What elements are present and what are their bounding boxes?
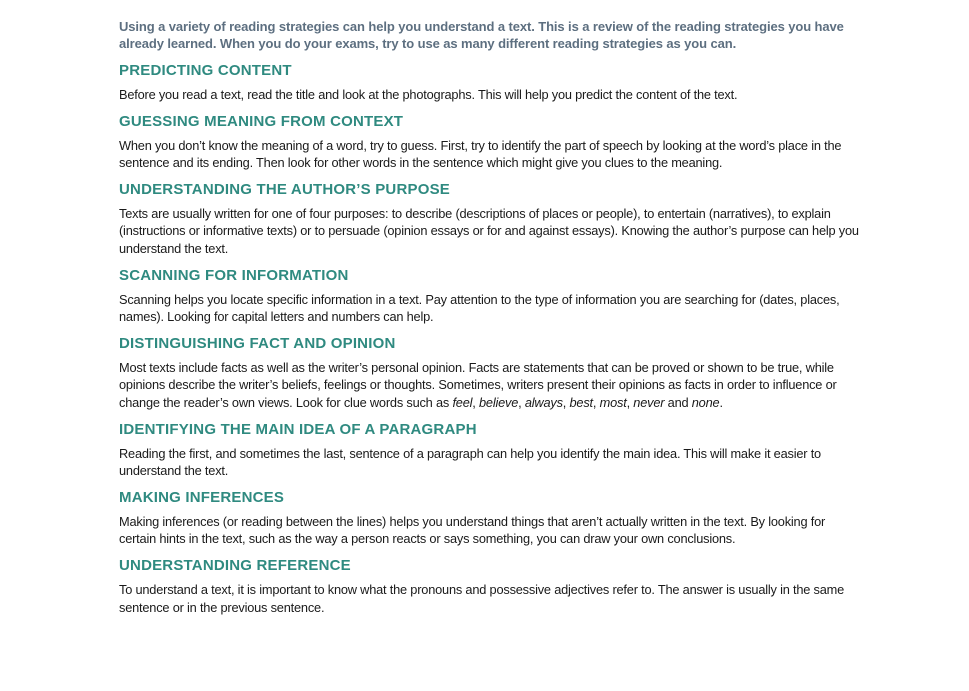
- separator: and: [664, 394, 692, 410]
- section-body: Scanning helps you locate specific information in a text. Pay attention to the type of information you are searching for (dates, places, names). Looking for capital letters and numbers can help.: [119, 291, 840, 325]
- section-authors-purpose: [119, 181, 864, 258]
- separator: ,: [472, 394, 479, 410]
- section-heading: DISTINGUISHING FACT AND OPINION: [119, 334, 396, 352]
- section-heading: UNDERSTANDING REFERENCE: [119, 556, 351, 574]
- section-scanning: [119, 267, 864, 326]
- separator: ,: [592, 394, 600, 410]
- section-heading: PREDICTING CONTENT: [119, 62, 292, 79]
- section-body: Texts are usually written for one of four purposes: to describe (descriptions of places or people), to entertain (narratives), to explain (instructions or informative texts) or to persuade (opinion essays or for and against essays). Knowing the author’s purpose can help you understand the text.: [119, 205, 859, 256]
- intro-paragraph: Using a variety of reading strategies can help you understand a text. This is a review of the reading strategies you have already learned. When you do your exams, try to use as many different reading strategies as you can.: [119, 19, 844, 51]
- section-body: Making inferences (or reading between the lines) helps you understand things that aren’t actually written in the text. By looking for certain hints in the text, such as the way a person reacts or says something, you can draw your own conclusions.: [119, 513, 826, 547]
- reading-strategies-page: [119, 18, 864, 625]
- clue-word: feel: [452, 394, 473, 410]
- section-body: [119, 359, 864, 412]
- section-inferences: [119, 489, 864, 548]
- section-body: Reading the first, and sometimes the last, sentence of a paragraph can help you identify the main idea. This will make it easier to understand the text.: [119, 445, 821, 479]
- clue-word: never: [633, 394, 665, 410]
- section-body: Before you read a text, read the title and look at the photographs. This will help you predict the content of the text.: [119, 87, 738, 102]
- section-heading: GUESSING MEANING FROM CONTEXT: [119, 112, 404, 130]
- clue-word: believe: [479, 394, 519, 410]
- section-guessing-meaning: [119, 113, 864, 172]
- section-main-idea: [119, 421, 864, 480]
- section-heading: IDENTIFYING THE MAIN IDEA OF A PARAGRAPH: [119, 420, 477, 438]
- clue-word: most: [599, 394, 627, 410]
- section-heading: SCANNING FOR INFORMATION: [119, 266, 349, 284]
- clue-word: none: [691, 394, 720, 410]
- separator: ,: [626, 394, 634, 410]
- section-fact-opinion: [119, 335, 864, 412]
- section-heading: MAKING INFERENCES: [119, 488, 285, 506]
- clue-word: best: [569, 394, 593, 410]
- section-heading: UNDERSTANDING THE AUTHOR’S PURPOSE: [119, 180, 450, 198]
- body-prefix: Most texts include facts as well as the writer’s personal opinion. Facts are statements that can be proved or shown to be true, while opinions describe the writer’s beliefs, feelings or thoughts. Sometimes, writers present their opinions as facts in order to influence or change the reader’s own views. Look for clue words such as: [119, 359, 837, 410]
- section-reference: [119, 557, 864, 616]
- clue-word: always: [524, 394, 563, 410]
- section-predicting-content: [119, 62, 864, 104]
- separator: ,: [562, 394, 570, 410]
- body-suffix: .: [719, 394, 723, 410]
- section-body: To understand a text, it is important to know what the pronouns and possessive adjectives refer to. The answer is usually in the same sentence or in the previous sentence.: [119, 581, 845, 615]
- separator: ,: [518, 394, 525, 410]
- section-body: When you don’t know the meaning of a word, try to guess. First, try to identify the part of speech by looking at the word’s place in the sentence and its ending. Then look for other words in the sentence which might give you clues to the meaning.: [119, 137, 842, 171]
